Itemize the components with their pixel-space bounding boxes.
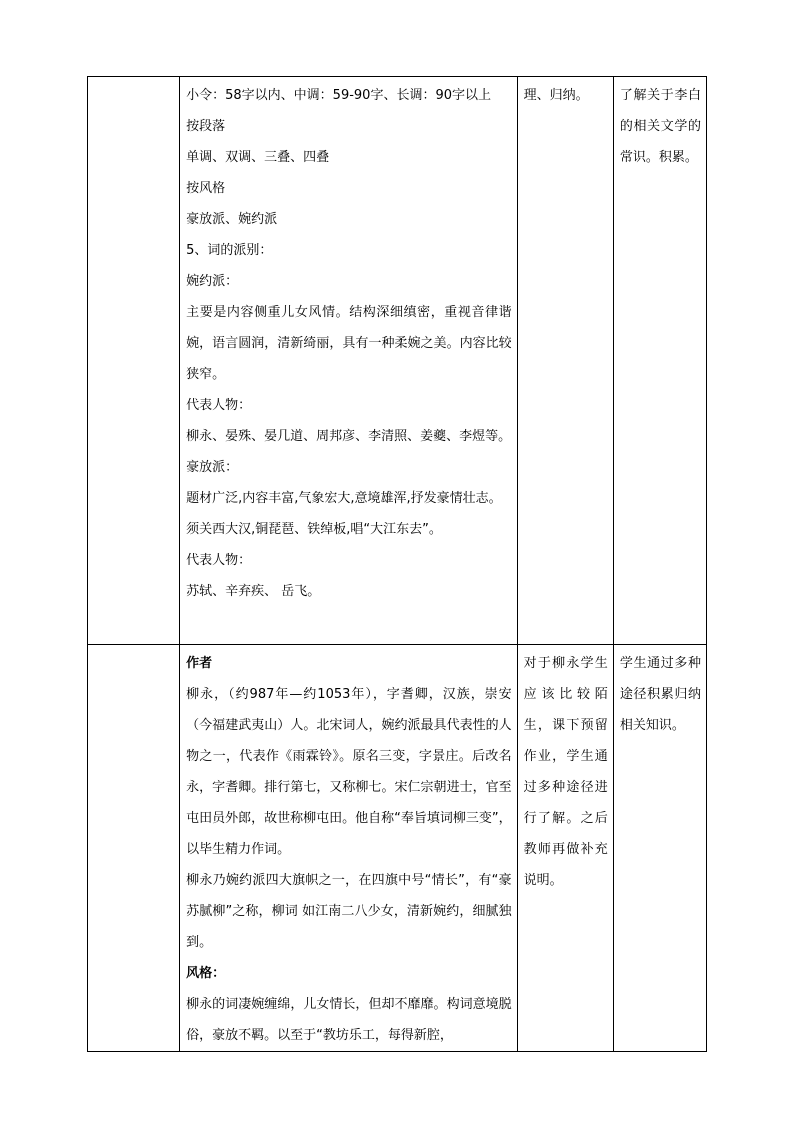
table-row bbox=[88, 77, 707, 645]
text-line: 按段落 bbox=[186, 119, 226, 134]
author-heading: 作者 bbox=[186, 656, 213, 671]
activity-text: 理、归纳。 bbox=[523, 88, 589, 103]
wanyue-rep-label: 代表人物： bbox=[186, 398, 252, 413]
text-line: 按风格 bbox=[186, 181, 226, 196]
content-cell bbox=[180, 77, 518, 645]
content-cell bbox=[180, 645, 518, 1052]
goal-cell bbox=[613, 77, 706, 645]
text-line: 5、词的派别： bbox=[186, 243, 273, 258]
empty-cell bbox=[88, 77, 180, 645]
wanyue-description: 主要是内容侧重儿女风情。结构深细缜密，重视音律谐婉，语言圆润，清新绮丽，具有一种柔婉之美。内容比较狭窄。 bbox=[186, 305, 512, 382]
goal-cell bbox=[613, 645, 706, 1052]
haofang-rep-names: 苏轼、辛弃疾、 岳飞。 bbox=[186, 584, 321, 599]
haofang-label: 豪放派： bbox=[186, 460, 239, 475]
haofang-description: 题材广泛,内容丰富,气象宏大,意境雄浑,抒发豪情壮志。 bbox=[186, 491, 502, 506]
activity-text: 对于柳永学生应该比较陌生，课下预留作业，学生通过多种途径进行了解。之后教师再做补充说明。 bbox=[523, 656, 608, 888]
author-note: 柳永乃婉约派四大旗帜之一，在四旗中号“情长”，有“豪苏腻柳”之称，柳词 如江南二八少女，清新婉约，细腻独到。 bbox=[186, 873, 512, 950]
text-line: 婉约派： bbox=[186, 274, 239, 289]
style-heading: 风格： bbox=[186, 966, 226, 981]
goal-text: 学生通过多种途径积累归纳相关知识。 bbox=[619, 656, 701, 733]
activity-cell bbox=[517, 77, 613, 645]
wanyue-rep-names: 柳永、晏殊、晏几道、周邦彦、李清照、姜夔、李煜等。 bbox=[186, 429, 512, 444]
haofang-rep-label: 代表人物： bbox=[186, 553, 252, 568]
haofang-description: 须关西大汉,铜琵琶、铁绰板,唱“大江东去”。 bbox=[186, 522, 442, 537]
author-bio: 柳永，（约987年—约1053年），字耆卿，汉族，崇安（今福建武夷山）人。北宋词人，婉约派最具代表性的人物之一，代表作《雨霖铃》。原名三变，字景庄。后改名永，字耆卿。排行第七，又称柳七。宋仁宗朝进士，官至屯田员外郎，故世称柳屯田。他自称“奉旨填词柳三变”，以毕生精力作词。 bbox=[186, 687, 512, 857]
text-line: 单调、双调、三叠、四叠 bbox=[186, 150, 330, 165]
empty-cell bbox=[88, 645, 180, 1052]
activity-cell bbox=[517, 645, 613, 1052]
text-line: 小令：58字以内、中调：59-90字、长调：90字以上 bbox=[186, 88, 491, 103]
text-line: 豪放派、婉约派 bbox=[186, 212, 278, 227]
lesson-plan-table bbox=[87, 76, 707, 1052]
style-description: 柳永的词凄婉缠绵，儿女情长，但却不靡靡。构词意境脱俗，豪放不羁。以至于“教坊乐工，每得新腔， bbox=[186, 997, 512, 1043]
goal-text: 了解关于李白的相关文学的常识。积累。 bbox=[619, 88, 701, 165]
table-row bbox=[88, 645, 707, 1052]
